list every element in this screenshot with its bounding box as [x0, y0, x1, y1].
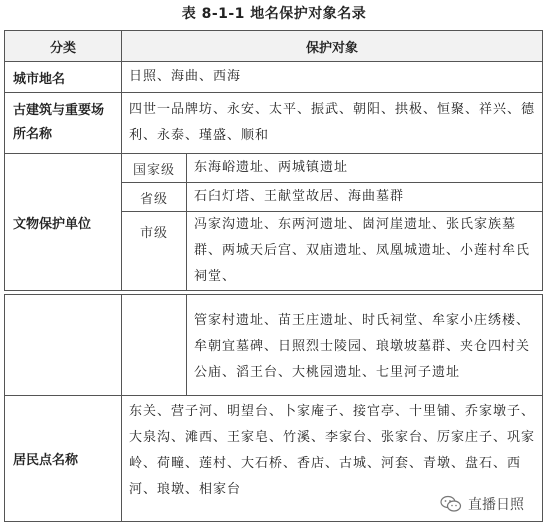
level-provincial: 省级: [122, 183, 187, 212]
municipal-content-part1: 冯家沟遗址、东两河遗址、崮河崖遗址、张氏家族墓群、两城天后宫、双庙遗址、凤凰城遗址、小莲村牟氏祠堂、: [187, 212, 543, 291]
category-residential: 居民点名称: [5, 396, 122, 522]
protection-table-part2: [4, 294, 543, 522]
protection-table-part1: [4, 30, 543, 291]
table-caption: 表 8-1-1 地名保护对象名录: [181, 6, 367, 22]
provincial-content: 石臼灯塔、王献堂故居、海曲墓群: [187, 183, 543, 212]
category-line: 所名称: [13, 127, 53, 142]
table-row: [5, 295, 543, 396]
empty-level-cell: [122, 295, 187, 396]
table-row: [5, 93, 543, 154]
category-ancient-buildings: [5, 93, 122, 154]
category-city-names: 城市地名: [5, 62, 122, 93]
level-national: 国家级: [122, 154, 187, 183]
municipal-content-part2: 管家村遗址、苗王庄遗址、时氏祠堂、牟家小庄绣楼、牟朝宜墓碑、日照烈士陵园、琅墩坡墓群、夹仓四村关公庙、滔王台、大桃园遗址、七里河子遗址: [187, 295, 543, 396]
header-category: 分类: [5, 31, 122, 62]
watermark-text: 直播日照: [468, 497, 524, 513]
city-names-content: 日照、海曲、西海: [122, 62, 543, 93]
residential-content: 东关、营子河、明望台、卜家庵子、接官亭、十里铺、乔家墩子、大泉沟、滩西、王家皂、竹溪、李家台、张家台、厉家庄子、巩家岭、荷疃、莲村、大石桥、香店、古城、河套、青墩、盘石、西河、琅墩、相家台: [122, 396, 543, 522]
watermark: [440, 492, 544, 516]
category-cultural-relics: 文物保护单位: [5, 154, 122, 291]
national-content: 东海峪遗址、两城镇遗址: [187, 154, 543, 183]
category-line: 古建筑与重要场: [13, 103, 105, 118]
empty-category-cell: [5, 295, 122, 396]
table-row: [5, 62, 543, 93]
header-objects: 保护对象: [122, 31, 543, 62]
ancient-buildings-content: 四世一品牌坊、永安、太平、振武、朝阳、拱极、恒聚、祥兴、德利、永泰、瑾盛、顺和: [122, 93, 543, 154]
table-header-row: [5, 31, 543, 62]
level-municipal: 市级: [122, 212, 187, 291]
wechat-icon: [440, 495, 462, 513]
table-row: [5, 154, 543, 183]
